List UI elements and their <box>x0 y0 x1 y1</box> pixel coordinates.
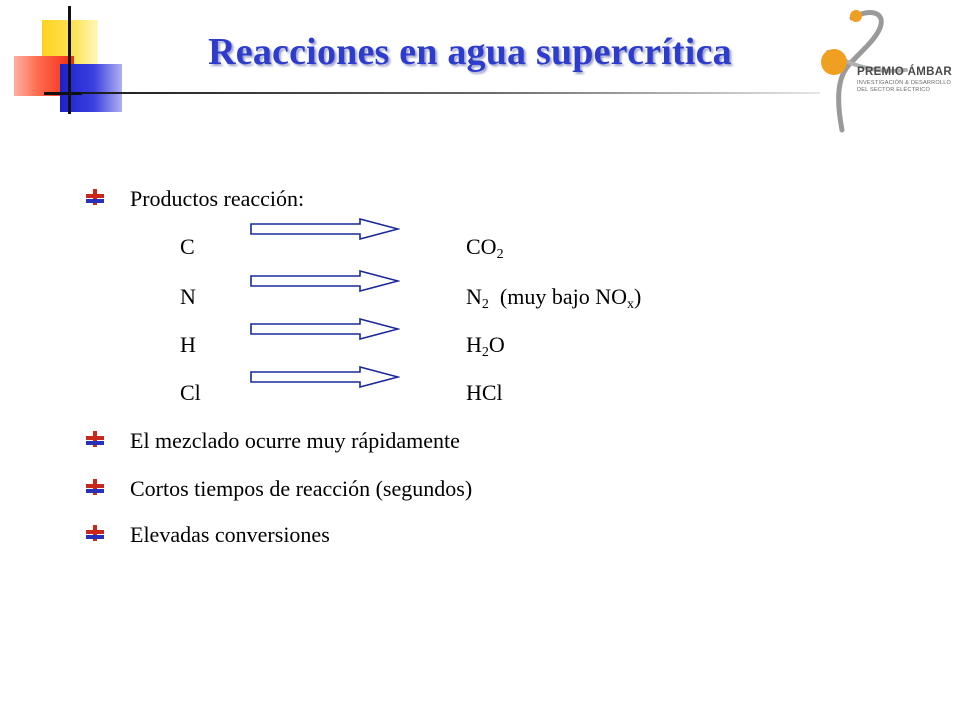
bullet-text-mixing: El mezclado ocurre muy rápidamente <box>130 428 460 453</box>
right-arrow-icon <box>250 270 400 292</box>
slide-title: Reacciones en agua supercrítica <box>208 31 732 73</box>
reaction-element: C <box>180 234 195 259</box>
cross-bullet-icon <box>84 524 106 542</box>
reaction-element: H <box>180 332 196 357</box>
right-arrow-icon <box>250 218 400 240</box>
reaction-element: N <box>180 284 196 309</box>
bullet-text-conversions: Elevadas conversiones <box>130 522 330 547</box>
reaction-product: $N_2$ (muy bajo $NO_x$) <box>466 284 642 312</box>
decor-horizontal-line <box>44 92 82 95</box>
logo-subtitle-2: DEL SECTOR ELÉCTRICO <box>857 87 931 93</box>
reaction-element: Cl <box>180 380 201 405</box>
reaction-product: $H_2O$ <box>466 332 505 360</box>
title-underline-rule <box>80 92 820 94</box>
decor-vertical-line <box>68 6 71 114</box>
bullet-text-reaction-times: Cortos tiempos de reacción (segundos) <box>130 476 473 501</box>
right-arrow-icon <box>250 318 400 340</box>
logo-text <box>857 66 959 94</box>
cross-bullet-icon <box>84 478 106 496</box>
reaction-product: HCl <box>466 380 503 405</box>
cross-bullet-icon <box>84 188 106 206</box>
bullet-text-products: Productos reacción: <box>130 186 305 211</box>
right-arrow-icon <box>250 366 400 388</box>
logo-subtitle-1: INVESTIGACIÓN & DESARROLLO <box>857 80 952 86</box>
logo-name: PREMIO ÁMBAR <box>857 66 952 78</box>
reaction-product: $CO_2$ <box>466 234 504 262</box>
cross-bullet-icon <box>84 430 106 448</box>
